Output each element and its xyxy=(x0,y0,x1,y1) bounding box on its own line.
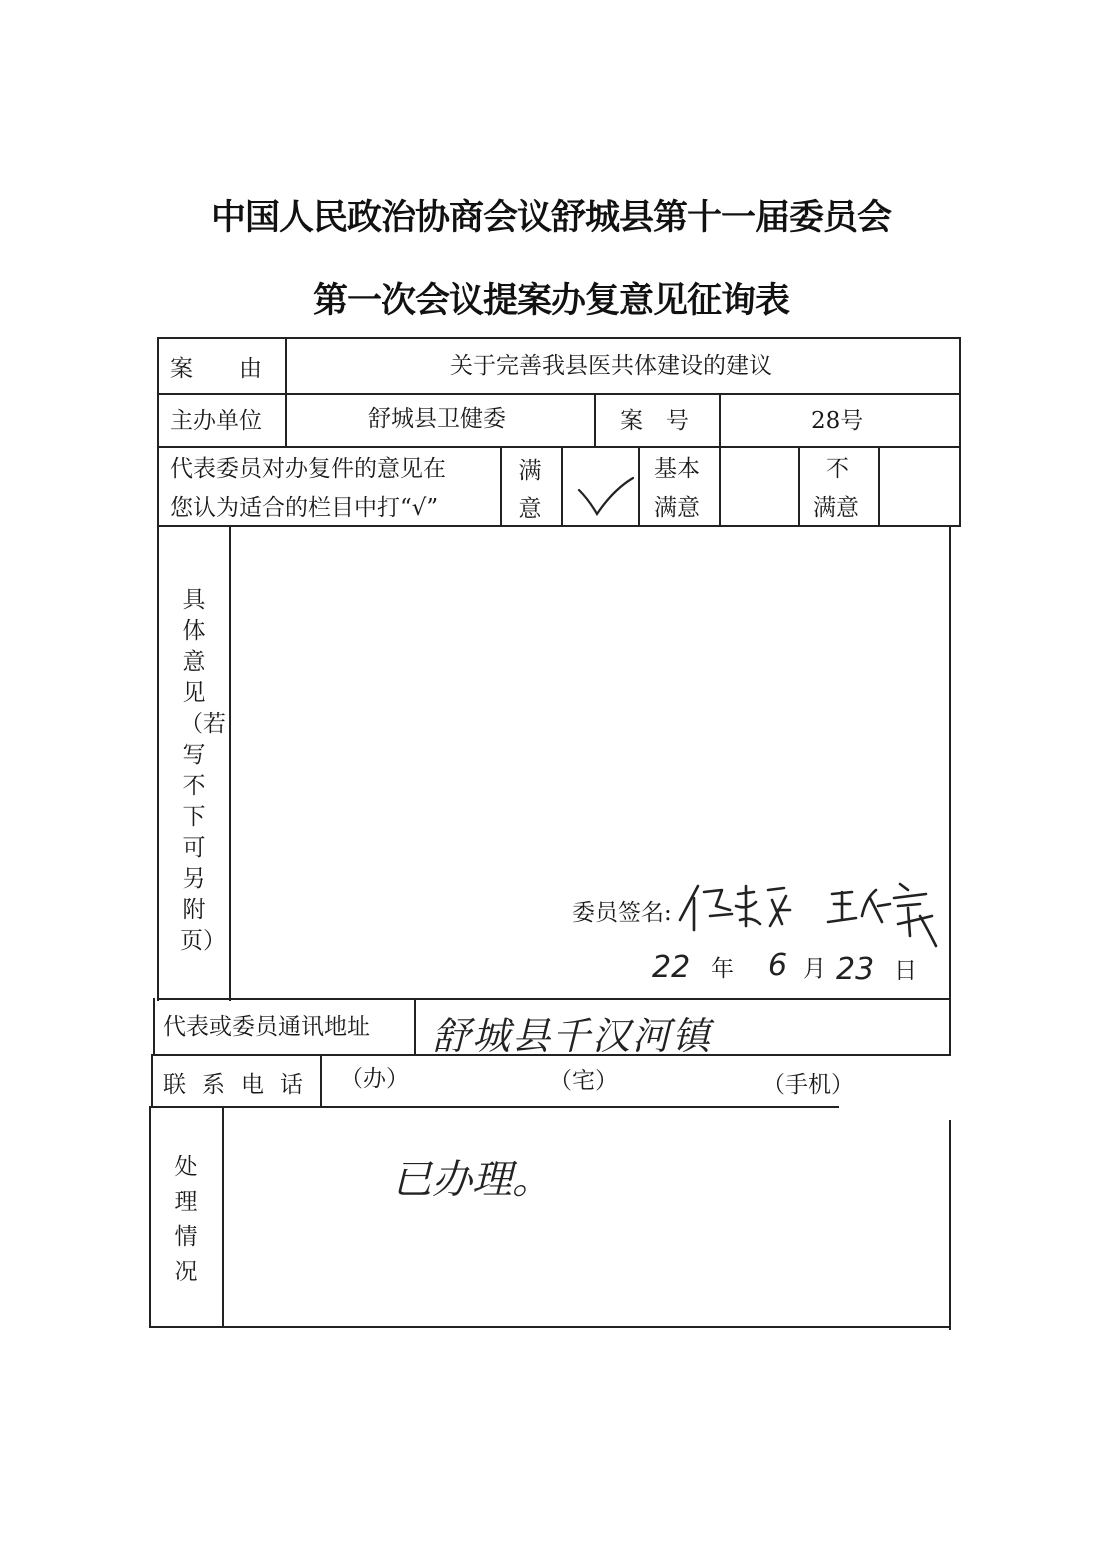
basic-satisfied-label-line1: 基本 xyxy=(654,456,700,482)
satisfied-label: 满意 xyxy=(518,458,542,522)
address-value: 舒城县千汉河镇 xyxy=(432,1014,713,1058)
signature-date-day: 23 xyxy=(836,952,875,987)
opinion-instruction-line2: 您认为适合的栏目中打“√” xyxy=(170,495,439,521)
opinion-instruction-line1: 代表委员对办复件的意见在 xyxy=(170,456,446,482)
phone-mobile-label: （手机） xyxy=(762,1072,854,1098)
host-unit-label: 主办单位 xyxy=(170,408,262,434)
member-signature-label: 委员签名: xyxy=(572,900,672,926)
phone-office-label: （办） xyxy=(340,1066,409,1092)
case-number-label: 案 号 xyxy=(620,408,689,434)
signature-day-char: 日 xyxy=(894,958,917,984)
not-satisfied-label-line1: 不 xyxy=(826,456,849,482)
form-title-line2: 第一次会议提案办复意见征询表 xyxy=(312,281,789,321)
phone-home-label: （宅） xyxy=(549,1068,618,1094)
checkmark-icon xyxy=(575,470,635,520)
specific-opinion-label: 具体意见（若写不下可另附页） xyxy=(180,587,226,954)
signature-year-char: 年 xyxy=(711,956,734,982)
signature-month-char: 月 xyxy=(803,956,826,982)
case-number-value: 28号 xyxy=(811,408,864,434)
basic-satisfied-label-line2: 满意 xyxy=(654,495,700,521)
form-title-line1: 中国人民政治协商会议舒城县第十一届委员会 xyxy=(210,198,891,238)
handling-value: 已办理。 xyxy=(392,1157,552,1203)
phone-label: 联系电话 xyxy=(163,1072,319,1098)
case-reason-label: 案 由 xyxy=(170,356,262,382)
address-label: 代表或委员通讯地址 xyxy=(163,1014,370,1040)
signature-date-year: 22 xyxy=(652,950,691,985)
handling-label: 处理情况 xyxy=(174,1154,198,1285)
case-reason-value: 关于完善我县医共体建设的建议 xyxy=(450,353,772,379)
not-satisfied-label-line2: 满意 xyxy=(813,495,859,521)
member-signature-image xyxy=(676,876,946,948)
host-unit-value: 舒城县卫健委 xyxy=(368,406,506,432)
signature-date-month: 6 xyxy=(768,948,788,983)
